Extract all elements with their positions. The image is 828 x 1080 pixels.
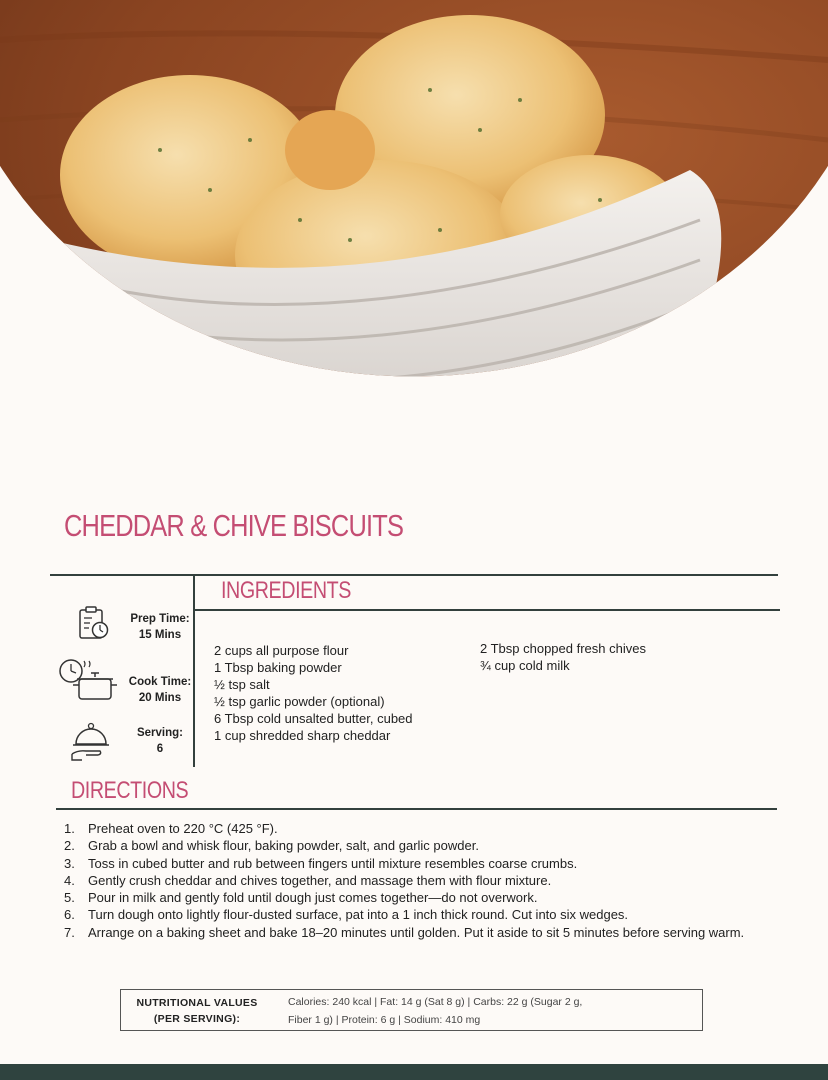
prep-time [56,604,194,654]
step-number: 1. [64,821,75,836]
direction-step [64,906,824,923]
nutrition-values-line1: Calories: 240 kcal | Fat: 14 g (Sat 8 g) | Carbs: 22 g (Sugar 2 g, [288,996,583,1008]
prep-value: 15 Mins [138,629,182,641]
cook-time [56,657,194,707]
divider-ingredients [194,609,780,611]
ingredient-item: ½ tsp garlic powder (optional) [214,694,385,709]
directions-heading: DIRECTIONS [71,777,189,804]
nutrition-box [120,989,703,1031]
prep-label: Prep Time: [130,613,190,625]
step-text: Preheat oven to 220 °C (425 °F). [88,821,278,836]
step-text: Arrange on a baking sheet and bake 18–20 minutes until golden. Put it aside to sit 5 minutes before serving warm. [88,924,745,940]
serving-label: Serving: [136,727,183,739]
ingredients-column-1 [214,642,413,744]
footer-bar [0,1064,828,1080]
clipboard-clock-icon [56,604,126,654]
ingredient-item: 6 Tbsp cold unsalted butter, cubed [214,711,413,726]
ingredient-item: 2 Tbsp chopped fresh chives [480,641,646,656]
step-number: 5. [64,890,75,906]
step-text: Gently crush cheddar and chives together, and massage them with flour mixture. [88,872,552,888]
divider-directions [56,808,777,810]
ingredients-heading: INGREDIENTS [221,577,351,604]
step-number: 7. [64,924,75,940]
serving-cloche-icon [56,720,126,770]
cook-label: Cook Time: [128,676,192,688]
cooking-pot-timer-icon [56,657,126,707]
recipe-title: CHEDDAR & CHIVE BISCUITS [64,508,404,543]
ingredient-item: 1 cup shredded sharp cheddar [214,728,391,743]
step-text: Turn dough onto lightly flour-dusted surface, pat into a 1 inch thick round. Cut into six wedges. [88,907,629,923]
direction-step [64,837,824,854]
nutrition-label-line2: (PER SERVING): [153,1013,241,1025]
step-number: 6. [64,907,75,923]
ingredient-item: 2 cups all purpose flour [214,643,349,658]
serving [56,720,194,770]
nutrition-values-line2: Fiber 1 g) | Protein: 6 g | Sodium: 410 mg [288,1014,481,1026]
nutrition-values [288,993,688,1029]
nutrition-label-line1: NUTRITIONAL VALUES [136,997,258,1009]
step-text: Grab a bowl and whisk flour, baking powder, salt, and garlic powder. [88,838,479,854]
step-number: 3. [64,855,75,871]
ingredient-item: ½ tsp salt [214,677,270,692]
hero-photo [0,0,828,485]
direction-step [64,889,824,906]
cook-value: 20 Mins [138,692,182,704]
ingredients-column-2 [480,640,646,674]
ingredient-item: 1 Tbsp baking powder [214,660,342,675]
direction-step [64,820,824,837]
step-text: Pour in milk and gently fold until dough just comes together—do not overwork. [88,890,538,906]
step-text: Toss in cubed butter and rub between fingers until mixture resembles coarse crumbs. [88,855,578,871]
divider-top [50,574,778,576]
step-number: 4. [64,872,75,888]
directions-list [64,820,824,941]
biscuits-in-basket-photo [0,0,828,485]
direction-step [64,855,824,872]
ingredient-item: ¾ cup cold milk [480,658,570,673]
direction-step [64,872,824,889]
nutrition-label [127,995,267,1027]
step-number: 2. [64,838,75,854]
serving-value: 6 [156,743,164,755]
direction-step [64,924,824,941]
